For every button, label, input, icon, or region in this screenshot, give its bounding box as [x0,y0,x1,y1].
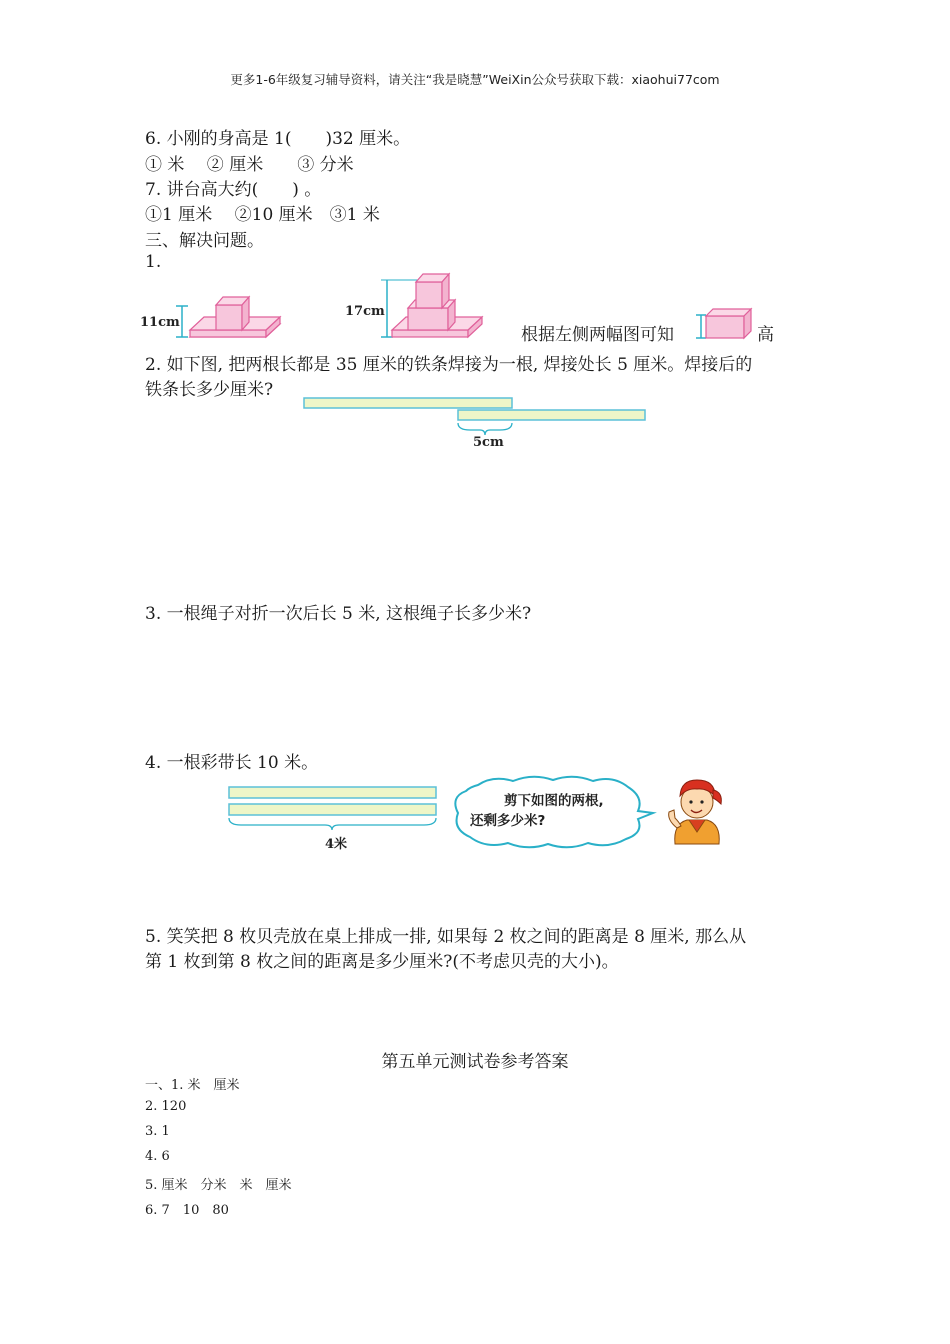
problem-2-bars-figure [300,393,650,453]
bubble-line-2: 还剩多少米? [470,813,546,829]
problem-4-ribbons-figure [225,782,445,857]
answer-line: 6. 7 10 80 [145,1203,229,1218]
bubble-line-1: 剪下如图的两根, [504,793,604,809]
answer-line: 3. 1 [145,1124,170,1139]
figure-box-17cm [342,270,492,350]
problem-2-line-1: 2. 如下图, 把两根长都是 35 厘米的铁条焊接为一根, 焊接处长 5 厘米。焊接后的 [145,355,753,375]
problem-4: 4. 一根彩带长 10 米。 [145,753,319,773]
page-header: 更多1-6年级复习辅导资料，请关注“我是晓慧”WeiXin公众号获取下载：xiaohui77com [230,72,720,87]
label-11cm: 11cm [140,315,180,330]
question-6: 6. 小刚的身高是 1( )32 厘米。 [145,129,411,149]
boy-illustration [665,772,727,848]
problem-2-line-2: 铁条长多少厘米? [145,380,274,400]
question-6-options: ① 米 ② 厘米 ③ 分米 [145,155,354,175]
section-3-heading: 三、解决问题。 [145,231,264,251]
answer-line: 5. 厘米 分米 米 厘米 [145,1178,292,1193]
problem-1-text: 根据左侧两幅图可知 [521,325,674,345]
speech-bubble [448,773,658,853]
figure-box-answer [695,306,757,342]
answer-key-title: 第五单元测试卷参考答案 [381,1052,569,1072]
answer-line: 一、1. 米 厘米 [145,1078,240,1093]
problem-1-number: 1. [145,252,162,272]
problem-3: 3. 一根绳子对折一次后长 5 米, 这根绳子长多少米? [145,604,532,624]
label-5cm: 5cm [473,435,504,450]
question-7-options: ①1 厘米 ②10 厘米 ③1 米 [145,205,380,225]
problem-5-line-2: 第 1 枚到第 8 枚之间的距离是多少厘米?(不考虑贝壳的大小)。 [145,952,619,972]
label-17cm: 17cm [345,304,385,319]
answer-line: 2. 120 [145,1099,187,1114]
problem-1-suffix: 高 [757,325,774,345]
problem-5-line-1: 5. 笑笑把 8 枚贝壳放在桌上排成一排, 如果每 2 枚之间的距离是 8 厘米, 那么从 [145,927,747,947]
figure-box-11cm [140,290,290,350]
answer-line: 4. 6 [145,1149,170,1164]
question-7: 7. 讲台高大约( ) 。 [145,180,322,200]
label-4m: 4米 [325,837,348,852]
